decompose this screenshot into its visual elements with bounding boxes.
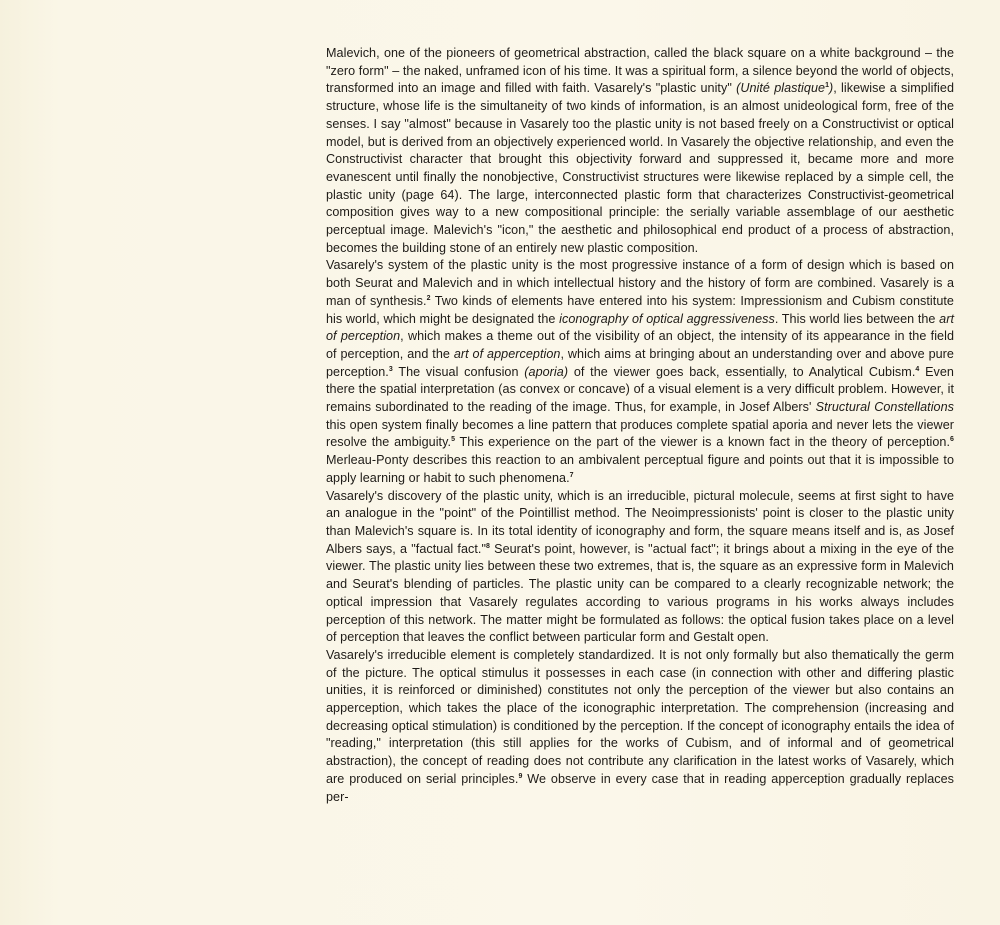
text-run: This experience on the part of the viewer is a known fact in the theory of perception.: [455, 435, 951, 450]
paragraph-malevich-zero-form: [326, 45, 954, 257]
footnote-marker: 2: [426, 294, 431, 302]
italic-text: art of perception: [326, 311, 955, 344]
text-run: We observe in every case that in reading apperception gradually replaces per-: [326, 771, 954, 804]
footnote-marker: 6: [950, 436, 954, 444]
text-run: . This world lies between the: [774, 311, 940, 326]
italic-text: iconography of optical aggressiveness: [559, 311, 775, 326]
text-run: Vasarely's system of the plastic unity is the most progressive instance of a form of design which is based on both Seurat and Malevich and in which intellectual history and the history of form are combined. Vasarely is a man of synthesis.: [326, 258, 954, 308]
footnote-marker: 4: [915, 365, 920, 373]
italic-text: Structural Constellations: [815, 400, 954, 415]
text-run: Merleau-Ponty describes this reaction to an ambivalent perceptual figure and points out that it is impossible to apply learning or habit to such phenomena.: [326, 453, 954, 485]
italic-text: (Unité plastique: [736, 81, 826, 96]
text-run: Seurat's point, however, is "actual fact"; it brings about a mixing in the eye of the viewer. The plastic unity lies between these two extremes, that is, the square as an expressive form in Malevich and Seurat's blending of particles. The plastic unity can be compared to a clearly recognizable network; the optical impression that Vasarely regulates according to various programs in his works always includes perception of this network. The matter might be formulated as follows: the optical fusion takes place on a level of perception that leaves the conflict between particular form and Gestalt open.: [326, 541, 954, 645]
text-run: of the viewer goes back, essentially, to Analytical Cubism.: [568, 364, 916, 379]
paragraph-pointillist-analogue: [326, 488, 954, 647]
text-run: Vasarely's discovery of the plastic unity, which is an irreducible, pictural molecule, seems at first sight to have an analogue in the "point" of the Pointillist method. The Neoimpressionists' point is closer to the plastic unity than Malevich's square is. In its total identity of iconography and form, the square means itself and is, as Josef Albers says, a "factual fact.": [326, 488, 954, 556]
italic-text: ): [829, 81, 834, 96]
text-run: Malevich, one of the pioneers of geometrical abstraction, called the black square on a white background – the "zero form" – the naked, unframed icon of his time. It was a spiritual form, a silence beyond the world of objects, transformed into an image and filled with faith. Vasarely's "plastic unity": [326, 46, 954, 96]
paragraph-plastic-unity-system: [326, 257, 954, 487]
text-run: The visual confusion: [392, 364, 525, 379]
footnote-marker: 9: [518, 772, 523, 780]
footnote-marker: 7: [569, 471, 574, 479]
text-run: Even there the spatial interpretation (as convex or concave) of a visual element is a very difficult problem. However, it remains subordinated to the reading of the image. Thus, for example, in Josef Albers': [326, 364, 954, 415]
italic-text: (aporia): [524, 364, 569, 379]
text-run: , which aims at bringing about an understanding over and above pure perception.: [326, 346, 954, 379]
text-run: , likewise a simplified structure, whose life is the simultaneity of two kinds of information, is an almost unideological form, free of the senses. I say "almost" because in Vasarely too the plastic unity is not based freely on a Constructivist or optical model, but is derived from an objectively experienced world. In Vasarely the objective relationship, and even the Constructivist character that brought this objectivity forward and suppressed it, became more and more evanescent until finally the nonobjective, Constructivist structures were likewise replaced by a simple cell, the plastic unity (page 64). The large, interconnected plastic form that characterizes Constructivist-geometrical composition gives way to a new compositional principle: the serially variable assemblage of our aesthetic perceptual image. Malevich's "icon," the aesthetic and philosophical end product of a process of abstraction, becomes the building stone of an entirely new plastic composition.: [326, 81, 955, 255]
footnote-marker: 1: [825, 82, 830, 90]
text-run: this open system finally becomes a line pattern that produces complete spatial aporia and never lets the viewer resolve the ambiguity.: [326, 417, 954, 450]
footnote-marker: 3: [388, 365, 393, 373]
footnote-marker: 5: [451, 436, 456, 444]
text-run: , which makes a theme out of the visibility of an object, the intensity of its appearance in the field of perception, and the: [326, 329, 954, 361]
footnote-marker: 8: [485, 542, 490, 550]
body-text: [326, 45, 954, 806]
text-run: Two kinds of elements have entered into his system: Impressionism and Cubism constitute his world, which might be designated the: [326, 293, 954, 326]
paragraph-irreducible-element: [326, 647, 954, 806]
italic-text: art of apperception: [453, 346, 561, 361]
text-run: Vasarely's irreducible element is completely standardized. It is not only formally but also thematically the germ of the picture. The optical stimulus it possesses in each case (in connection with other and differing plastic unities, it is reinforced or diminished) constitutes not only the perception of the viewer but also contains an apperception, which takes the place of the iconographic interpretation. The comprehension (increasing and decreasing optical stimulation) is conditioned by the perception. If the concept of iconography entails the idea of "reading," interpretation (this still applies for the works of Cubism, and of informal and of geometrical abstraction), the concept of reading does not contribute any clarification in the latest works of Vasarely, which are produced on serial principles.: [326, 647, 954, 786]
